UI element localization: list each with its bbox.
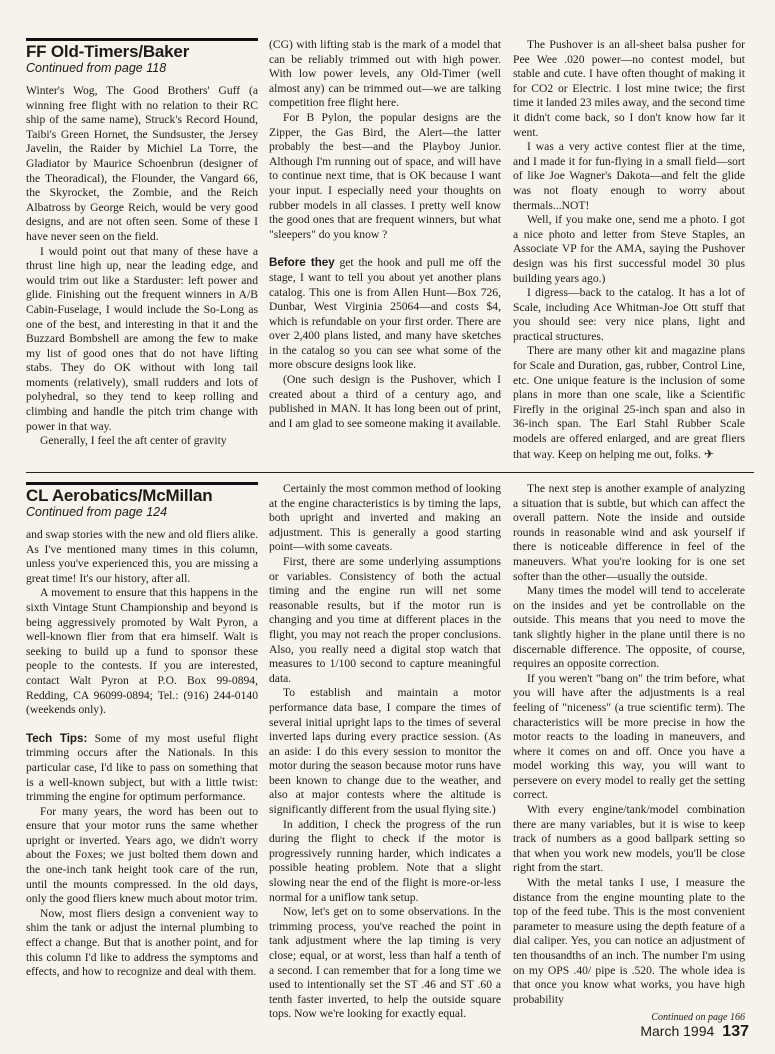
section-divider <box>26 472 754 473</box>
paragraph: Generally, I feel the aft center of gravity <box>40 434 227 448</box>
page-number: 137 <box>722 1023 749 1040</box>
paragraph: I would point out that many of these have a thrust line high up, near the leading edge, and would trim out like a Starduster: left power and glide. Finishing out the frequent winners in A/B Cabin-Fuselage, I would include the So-Long as one of the best, and interesting in that it and the Buzzard Bombshell are among the few to make my list of good ones that do not have lifting stabs. They do OK without with long tail moments (relatively), small rudders and lots of polyhedral, so they tend to keep rolling and climbing and handle the pitch trim change with power in that way. <box>26 244 258 433</box>
article2-header <box>26 482 258 519</box>
paragraph: (CG) with lifting stab is the mark of a model that can be reliably trimmed out with high power. With low power levels, any Old-Timer (well almost any) can be trimmed out—we are talking competition free flight here. <box>269 38 501 110</box>
article1-header <box>26 38 258 75</box>
run-in-heading: Tech Tips: <box>26 731 88 745</box>
article2-column-1 <box>26 482 258 980</box>
paragraph: The Pushover is an all-sheet balsa pusher for Pee Wee .020 power—no contest model, but stable and cute. I have often thought of making it for CO2 or Electric. I lost mine twice; the first time it landed 23 miles away, and the second time it didn't come back, so I don't know how far it went. <box>513 38 745 139</box>
page-footer <box>640 1023 749 1041</box>
article2-title: CL Aerobatics/McMillan <box>26 486 213 505</box>
article-ff-old-timers <box>26 38 754 468</box>
paragraph-text: There are many other kit and magazine plans for Scale and Duration, gas, rubber, Control Line, etc. One unique feature is the inclusion of some plans in more than one scale, like a Scientific Firefly in the original 25-inch span and also in 36-inch span. The Earl Stahl Rubber Scale models are offered enlarged, and are great fliers that way. Keep on helping me out, folks. <box>513 344 745 461</box>
paragraph: (One such design is the Pushover, which I created about a third of a century ago, and published in MAN. It has long been out of print, and I am glad to see someone making it available. <box>269 373 501 430</box>
paragraph-text: get the hook and pull me off the stage, I want to tell you about yet another plans catalog. This one is from Allen Hunt—Box 726, Dunbar, West Virginia 25064—and costs $4, which is refundable on your first order. There are over 2,400 plans listed, and many have sketches in the catalog so you can see what some of the more obscure designs look like. <box>269 256 501 372</box>
paragraph: Winter's Wog, The Good Brothers' Guff (a winning free flight with no relation to their RC ship of the same name), Struck's Record Hound, Taibi's Green Hornet, the Sundsuster, the Jersey Javelin, the Raider by Michiel La Torre, the Gladiator by Maurice Schoenbrun (designer of the Theoradical), the Flounder, the Vangard 66, the Skyrocket, the Zombie, and the Reich Albatross by George Reich, would be very good designs, and are not often seen. Some of these I have never seen on the field. <box>26 84 258 243</box>
paragraph: Now, most fliers design a convenient way to shim the tank or adjust the internal plumbing to effect a change. But that is another point, and for this column I'd like to address the symptoms and effects, and how to recognize and deal with them. <box>26 906 258 979</box>
article1-continued-from: Continued from page 118 <box>26 61 167 75</box>
paragraph <box>269 256 501 373</box>
continued-on-note: Continued on page 166 <box>651 1012 745 1024</box>
paragraph: First, there are some underlying assumptions or variables. Consistency of both the actual timing and the engine run will net some reasonable results, but if the motor run is changing and you time at different places in the flight, you may not reach the proper conclusions. Also, you really need a digital stop watch that measures to 1/100 second to capture meaningful data. <box>269 554 501 685</box>
article2-column-3 <box>513 482 745 1026</box>
paragraph: For B Pylon, the popular designs are the Zipper, the Gas Bird, the Alert—the latter probably the best—and the Playboy Junior. Although I'm running out of space, and will have to continue next time, that is OK because I want your input. I especially need your thoughts on rubber models in all classes. I pretty well know the good ones that are frequent winners, but what "sleepers" do you know ? <box>269 110 501 241</box>
paragraph <box>26 732 258 805</box>
paragraph: In addition, I check the progress of the run during the flight to check if the motor is progressively running harder, which indicates a possible heating problem. Note that a slight slowing near the end of the flight is more-or-less normal for a uniflow tank setup. <box>269 817 501 904</box>
paragraph: and swap stories with the new and old fliers alike. As I've mentioned many times in this column, unless you've experienced this, you are missing a great time! It's our history, after all. <box>26 528 258 585</box>
article1-column-2 <box>269 38 501 431</box>
paragraph: With the metal tanks I use, I measure the distance from the engine mounting plate to the top of the feed tube. This is the most convenient parameter to measure using the depth feature of a dial caliper. Yes, you can notice an adjustment of ten thousandths of an inch. The number I'm using on my OPS .40/ pipe is .520. The whole idea is that once you know what works, you have high probability <box>513 876 745 1006</box>
run-in-heading: Before they <box>269 256 335 270</box>
paragraph: With every engine/tank/model combination there are many variables, but it is wise to keep track of numbers as a good ballpark setting so that when you work new models, you'll be close right from the start. <box>513 803 745 875</box>
paragraph: Certainly the most common method of looking at the engine characteristics is by timing the laps, both upright and inverted and making an adjustment. This is generally a good starting point—with some caveats. <box>269 482 501 554</box>
paragraph: The next step is another example of analyzing a situation that is subtle, but which can affect the overall pattern. Note the inside and outside rounds in reasonable wind and ask yourself if there is noticeable difference in feel of the maneuvers. What you're looking for is one set softer than the other—usually the outside. <box>513 482 745 583</box>
article1-title: FF Old-Timers/Baker <box>26 42 190 61</box>
paragraph-text: Some of my most useful flight trimming occurs after the Nationals. In this particular case, I'd like to pass on something that is a well-known subject, but with a little twist: trimming the engine for optimum performance. <box>26 731 258 804</box>
article2-column-2 <box>269 482 501 1022</box>
paragraph: To establish and maintain a motor performance data base, I compare the times of several initial upright laps to the times of several inverted laps during every practice session. (As an aside: I do this every session to monitor the motor during the season because motor runs have been known to change due to the weather, and also at major contests where the altitude is significantly different from the usual flying site.) <box>269 686 501 817</box>
paragraph: For many years, the word has been out to ensure that your motor runs the same whether upright or inverted. Years ago, we didn't worry about the Foxes; we just bolted them down and the one-inch tank height took care of the run, until the mounts compressed. In the old days, only the good fliers knew much about motor trim. <box>26 804 258 906</box>
article1-column-1 <box>26 38 258 449</box>
paragraph: Well, if you make one, send me a photo. I got a nice photo and letter from Steve Staples, an Associate VP for the AMA, saying the Pushover design was his first successful model 30 plus building years ago.) <box>513 213 745 285</box>
paragraph: Now, let's get on to some observations. In the trimming process, you've reached the point in tank adjustment where the lap timing is very close; equal, or at worst, less than half a tenth of a second. I can remember that for a long time we used to intentionally set the ST .46 and ST .60 a tenth faster inverted, to help the outside square tops. Now we're looking for exactly equal. <box>269 905 501 1021</box>
paragraph: I digress—back to the catalog. It has a lot of Scale, including Ace Whitman-Joe Ott stuff that you should see: very nice plans, light and practical structures. <box>513 286 745 343</box>
paragraph: If you weren't "bang on" the trim before, what you will have after the adjustments is a real feeling of "niceness" (a true scientific term). The characteristics will be more precise in how the motor reacts to the loading in maneuvers, and where it comes on and off. Once you have a model working this way, you will want to persevere on every model to really get the setting correct. <box>513 671 745 802</box>
article2-continued-from: Continued from page 124 <box>26 505 168 519</box>
article1-column-3 <box>513 38 745 462</box>
paragraph <box>513 344 745 462</box>
issue-date: March 1994 <box>640 1023 715 1039</box>
paragraph: Many times the model will tend to accelerate on the insides and yet be controllable on the outside. This means that you need to move the tank slightly higher in the plane until there is no discernable difference. The opposite, of course, requires an opposite correction. <box>513 584 745 671</box>
paragraph: I was a very active contest flier at the time, and I made it for fun-flying in a small field—sort of like Joe Wagner's Dakota—and felt the glide was not floaty enough to worry about thermals...NOT! <box>513 140 745 212</box>
airplane-end-icon: ✈ <box>703 446 714 461</box>
article-cl-aerobatics <box>26 482 754 1022</box>
paragraph: A movement to ensure that this happens in the sixth Vintage Stunt Championship and beyond is being aggressively promoted by Walt Pyron, a well-known flier from that era himself. Walt is seeking to build up a fund to sponsor these people to the contests. If you are interested, contact Walt Pyron at P.O. Box 99-0894, Redding, CA 96099-0894; Tel.: (916) 244-0140 (weekends only). <box>26 586 258 717</box>
